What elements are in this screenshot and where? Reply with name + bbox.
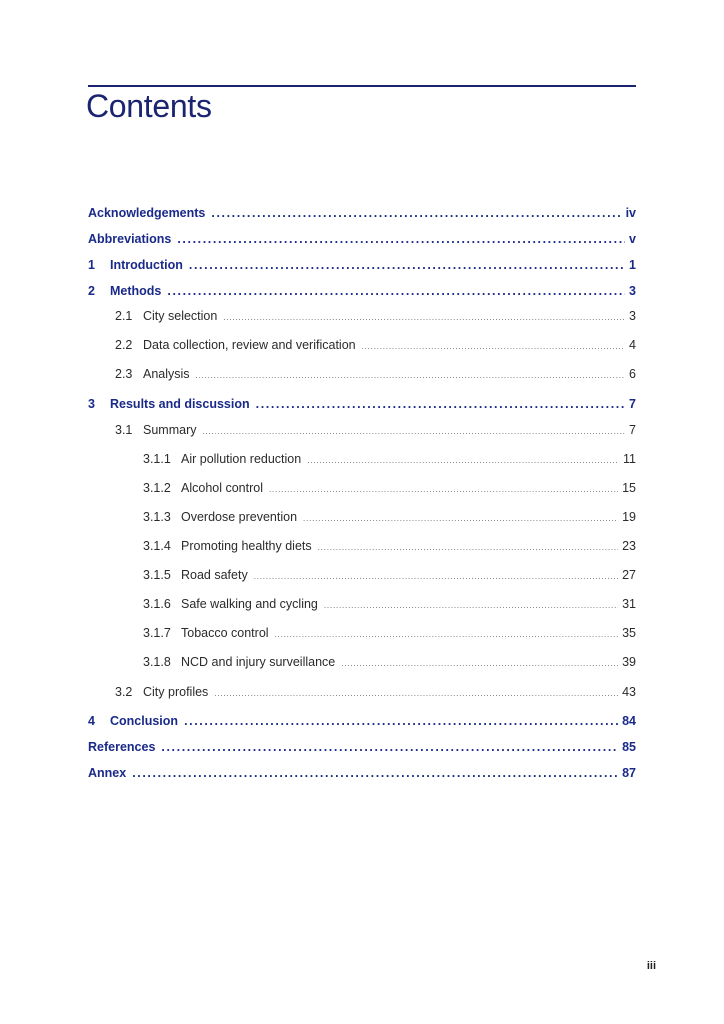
toc-entry-title: Alcohol control — [181, 481, 263, 495]
toc-entry-title: Acknowledgements — [88, 206, 206, 220]
toc-entry-healthy-diets[interactable] — [88, 539, 636, 559]
toc-leader — [161, 740, 618, 754]
toc-entry-title: Safe walking and cycling — [181, 597, 318, 611]
toc-entry-title: Analysis — [143, 367, 190, 381]
toc-leader — [189, 258, 625, 272]
toc-entry-number: 2.2 — [115, 338, 133, 352]
toc-leader — [269, 485, 618, 494]
toc-entry-number: 2.1 — [115, 309, 133, 323]
toc-entry-page: 7 — [629, 423, 636, 437]
page-number: iii — [646, 960, 656, 972]
toc-entry-title: Summary — [143, 423, 197, 437]
toc-entry-number: 3.2 — [115, 685, 133, 699]
toc-leader — [341, 659, 618, 668]
toc-entry-page: v — [629, 232, 636, 246]
toc-entry-page: 31 — [622, 597, 636, 611]
toc-leader — [275, 630, 619, 639]
toc-leader — [211, 206, 621, 220]
toc-entry-annex[interactable] — [88, 766, 636, 786]
toc-entry-page: iv — [625, 206, 636, 220]
toc-entry-abbreviations[interactable] — [88, 232, 636, 252]
toc-entry-number: 3.1.6 — [143, 597, 171, 611]
toc-entry-results[interactable] — [88, 397, 636, 417]
toc-leader — [307, 456, 619, 465]
toc-entry-title: Promoting healthy diets — [181, 539, 312, 553]
toc-leader — [303, 514, 618, 523]
toc-entry-number: 2 — [88, 284, 95, 298]
toc-entry-page: 19 — [622, 510, 636, 524]
toc-entry-title: References — [88, 740, 156, 754]
header-rule — [88, 85, 636, 87]
toc-entry-number: 3.1.7 — [143, 626, 171, 640]
toc-entry-page: 43 — [622, 685, 636, 699]
toc-entry-page: 7 — [629, 397, 636, 411]
toc-leader — [318, 543, 618, 552]
toc-entry-number: 3.1.2 — [143, 481, 171, 495]
toc-entry-references[interactable] — [88, 740, 636, 760]
toc-entry-number: 3.1.5 — [143, 568, 171, 582]
toc-entry-page: 84 — [622, 714, 636, 728]
toc-leader — [202, 427, 625, 436]
toc-entry-number: 3.1 — [115, 423, 133, 437]
toc-entry-data-collection[interactable] — [88, 338, 636, 358]
toc-entry-title: Annex — [88, 766, 127, 780]
toc-entry-title: Methods — [110, 284, 162, 298]
toc-entry-methods[interactable] — [88, 284, 636, 304]
toc-leader — [167, 284, 625, 298]
toc-entry-number: 3.1.4 — [143, 539, 171, 553]
toc-entry-page: 87 — [622, 766, 636, 780]
toc-entry-title: Conclusion — [110, 714, 179, 728]
toc-entry-page: 23 — [622, 539, 636, 553]
page-title: Contents — [86, 88, 212, 124]
toc-entry-tobacco-control[interactable] — [88, 626, 636, 646]
toc-entry-number: 2.3 — [115, 367, 133, 381]
toc-entry-page: 39 — [622, 655, 636, 669]
toc-entry-title: Road safety — [181, 568, 248, 582]
toc-entry-city-selection[interactable] — [88, 309, 636, 329]
toc-entry-title: Introduction — [110, 258, 183, 272]
toc-entry-title: Air pollution reduction — [181, 452, 302, 466]
toc-entry-number: 1 — [88, 258, 95, 272]
toc-entry-number: 3 — [88, 397, 95, 411]
toc-leader — [324, 601, 618, 610]
toc-entry-number: 3.1.3 — [143, 510, 171, 524]
toc-entry-page: 6 — [629, 367, 636, 381]
toc-leader — [196, 371, 626, 380]
toc-entry-page: 3 — [629, 284, 636, 298]
toc-entry-walking-cycling[interactable] — [88, 597, 636, 617]
toc-entry-analysis[interactable] — [88, 367, 636, 387]
toc-entry-number: 3.1.8 — [143, 655, 171, 669]
toc-entry-title: City profiles — [143, 685, 209, 699]
toc-entry-title: Tobacco control — [181, 626, 269, 640]
toc-entry-title: Data collection, review and verification — [143, 338, 356, 352]
toc-leader — [132, 766, 618, 780]
toc-leader — [362, 342, 625, 351]
toc-entry-page: 1 — [629, 258, 636, 272]
toc-entry-ncd-surveillance[interactable] — [88, 655, 636, 675]
toc-entry-page: 27 — [622, 568, 636, 582]
toc-entry-title: Overdose prevention — [181, 510, 298, 524]
toc-entry-number: 3.1.1 — [143, 452, 171, 466]
toc-entry-page: 35 — [622, 626, 636, 640]
toc-entry-alcohol-control[interactable] — [88, 481, 636, 501]
toc-entry-title: Abbreviations — [88, 232, 172, 246]
toc-leader — [256, 397, 625, 411]
toc-entry-introduction[interactable] — [88, 258, 636, 278]
toc-entry-page: 3 — [629, 309, 636, 323]
toc-entry-overdose-prevention[interactable] — [88, 510, 636, 530]
toc-entry-title: NCD and injury surveillance — [181, 655, 336, 669]
toc-entry-number: 4 — [88, 714, 95, 728]
toc-leader — [177, 232, 625, 246]
toc-entry-title: Results and discussion — [110, 397, 250, 411]
toc-entry-page: 15 — [622, 481, 636, 495]
toc-entry-acknowledgements[interactable] — [88, 206, 636, 226]
toc-entry-page: 11 — [623, 452, 636, 466]
toc-entry-page: 85 — [622, 740, 636, 754]
toc-entry-road-safety[interactable] — [88, 568, 636, 588]
toc-entry-city-profiles[interactable] — [88, 685, 636, 705]
toc-leader — [223, 313, 625, 322]
toc-leader — [184, 714, 618, 728]
toc-entry-title: City selection — [143, 309, 218, 323]
toc-leader — [254, 572, 618, 581]
toc-entry-summary[interactable] — [88, 423, 636, 443]
toc-entry-air-pollution[interactable] — [88, 452, 636, 472]
toc-entry-page: 4 — [629, 338, 636, 352]
toc-entry-conclusion[interactable] — [88, 714, 636, 734]
toc-leader — [214, 689, 618, 698]
